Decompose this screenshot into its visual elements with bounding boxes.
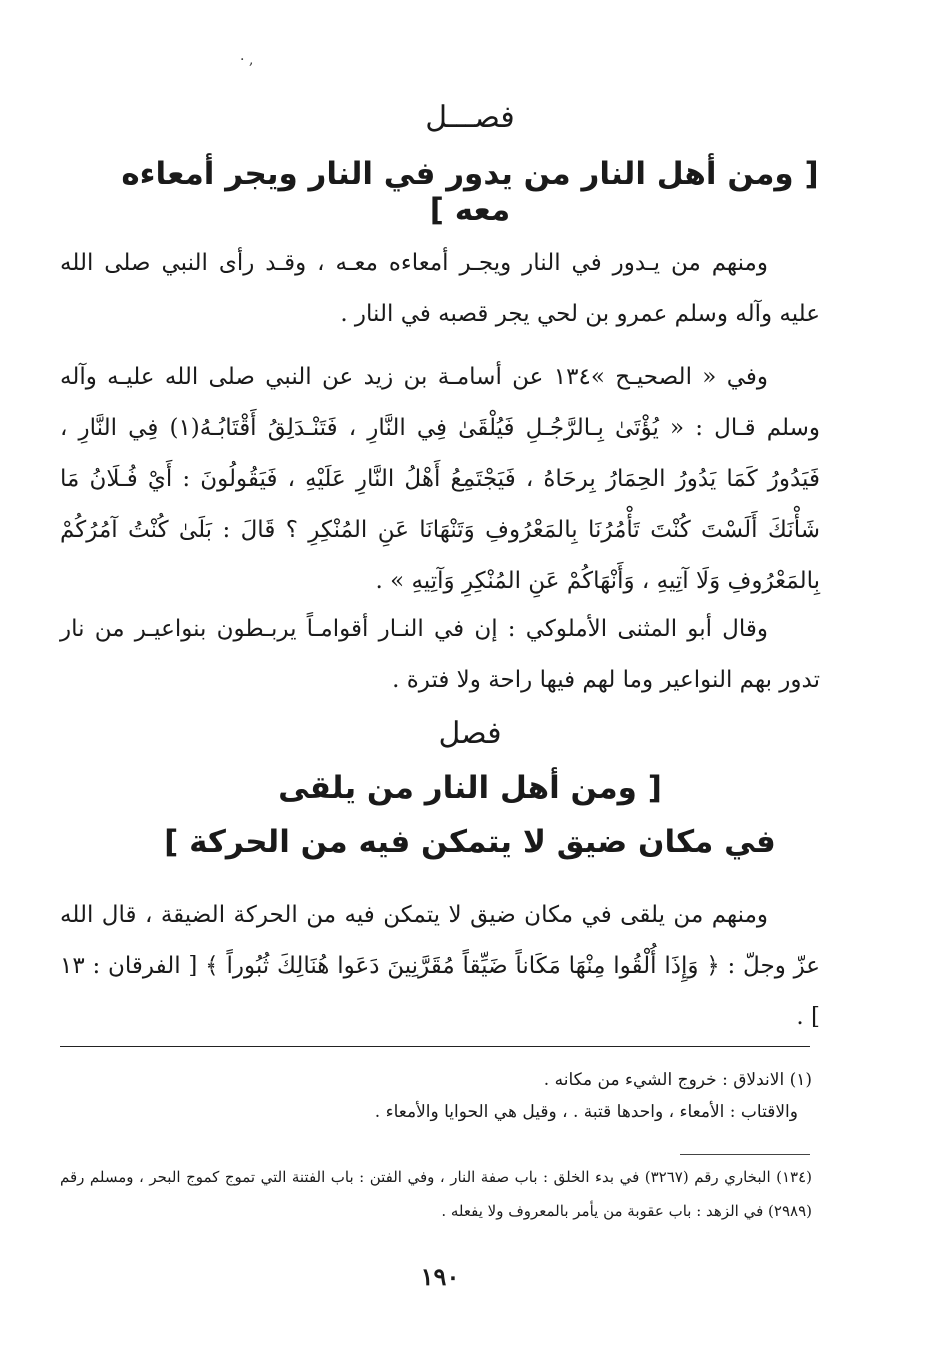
footnote-1-line-2: والاقتاب : الأمعاء ، واحدها قتبة . ، وقيل هي الحوايا والأمعاء . [374, 1102, 798, 1122]
section-2-title-line-2: في مكان ضيق لا يتمكن فيه من الحركة ] [164, 824, 776, 860]
section-2-fasl-heading: فصل [438, 716, 502, 751]
section-2-title-line-1: [ ومن أهل النار من يلقى [278, 770, 662, 806]
section-1-title: [ ومن أهل النار من يدور في النار ويجر أمعاءه معه ] [121, 156, 819, 228]
paragraph-amr-bin-luhay: ومنهم من يـدور في النار ويجـر أمعاءه معـه ، وقـد رأى النبي صلى الله عليه وآله وسلم عمرو بن لحي يجر قصبه في النار . [60, 250, 820, 327]
footnote-short-separator [680, 1154, 810, 1155]
paragraph-narrow-place: ومنهم من يلقى في مكان ضيق لا يتمكن فيه من الحركة الضيقة ، قال الله عزّ وجلّ : ﴿ وَإِذَا أُلْقُوا مِنْهَا مَكَاناً ضَيِّقاً مُقَرَّنِينَ دَعَوا هُنَالِكَ ثُبُوراً ﴾ [ الفرقان : ١٣ ] . [60, 902, 820, 1030]
print-specks: · ‚ [240, 52, 254, 68]
paragraph-abu-muthanna: وقال أبو المثنى الأملوكي : إن في النـار أقوامـاً يربـطون بنواعيـر من نار تدور بهم النواعير وما لهم فيها راحة ولا فترة . [60, 616, 820, 693]
footnote-separator [60, 1046, 810, 1047]
section-1-fasl-heading: فصـــل [425, 100, 515, 135]
paragraph-hadith-usama: وفي « الصحيـح »١٣٤ عن أسامـة بن زيد عن النبي صلى الله عليـه وآله وسلم قـال : « يُؤْتَىٰ بِـالرَّجُـلِ فَيُلْقَىٰ فِي النَّارِ ، فَتَنْـدَلِقُ أَقْتَابُـهُ(١) فِي النَّارِ ، فَيَدُورُ كَمَا يَدُورُ الحِمَارُ بِرحَاهُ ، فَيَجْتَمِعُ أَهْلُ النَّارِ عَلَيْهِ ، فَيَقُولُونَ : أَيْ فُـلَانُ مَا شَأْنَكَ أَلَسْتَ كُنْتَ تَأْمُرُنَا بِالمَعْرُوفِ وَتَنْهَانَا عَنِ المُنْكِرِ ؟ قَالَ : بَلَىٰ كُنْتُ آمُرُكُمْ بِالمَعْرُوفِ وَلَا آتِيهِ ، وَأَنْهَاكُمْ عَنِ المُنْكِرِ وَآتِيهِ » . [60, 364, 820, 594]
page-number: ١٩٠ [420, 1262, 460, 1291]
footnote-134: (١٣٤) البخاري رقم (٣٢٦٧) في بدء الخلق : باب صفة النار ، وفي الفتن : باب الفتنة التي تموج كموج البحر ، ومسلم رقم (٢٩٨٩) في الزهد : باب عقوبة من يأمر بالمعروف ولا يفعله . [60, 1168, 812, 1220]
footnote-1-line-1: (١) الاندلاق : خروج الشيء من مكانه . [543, 1070, 812, 1090]
